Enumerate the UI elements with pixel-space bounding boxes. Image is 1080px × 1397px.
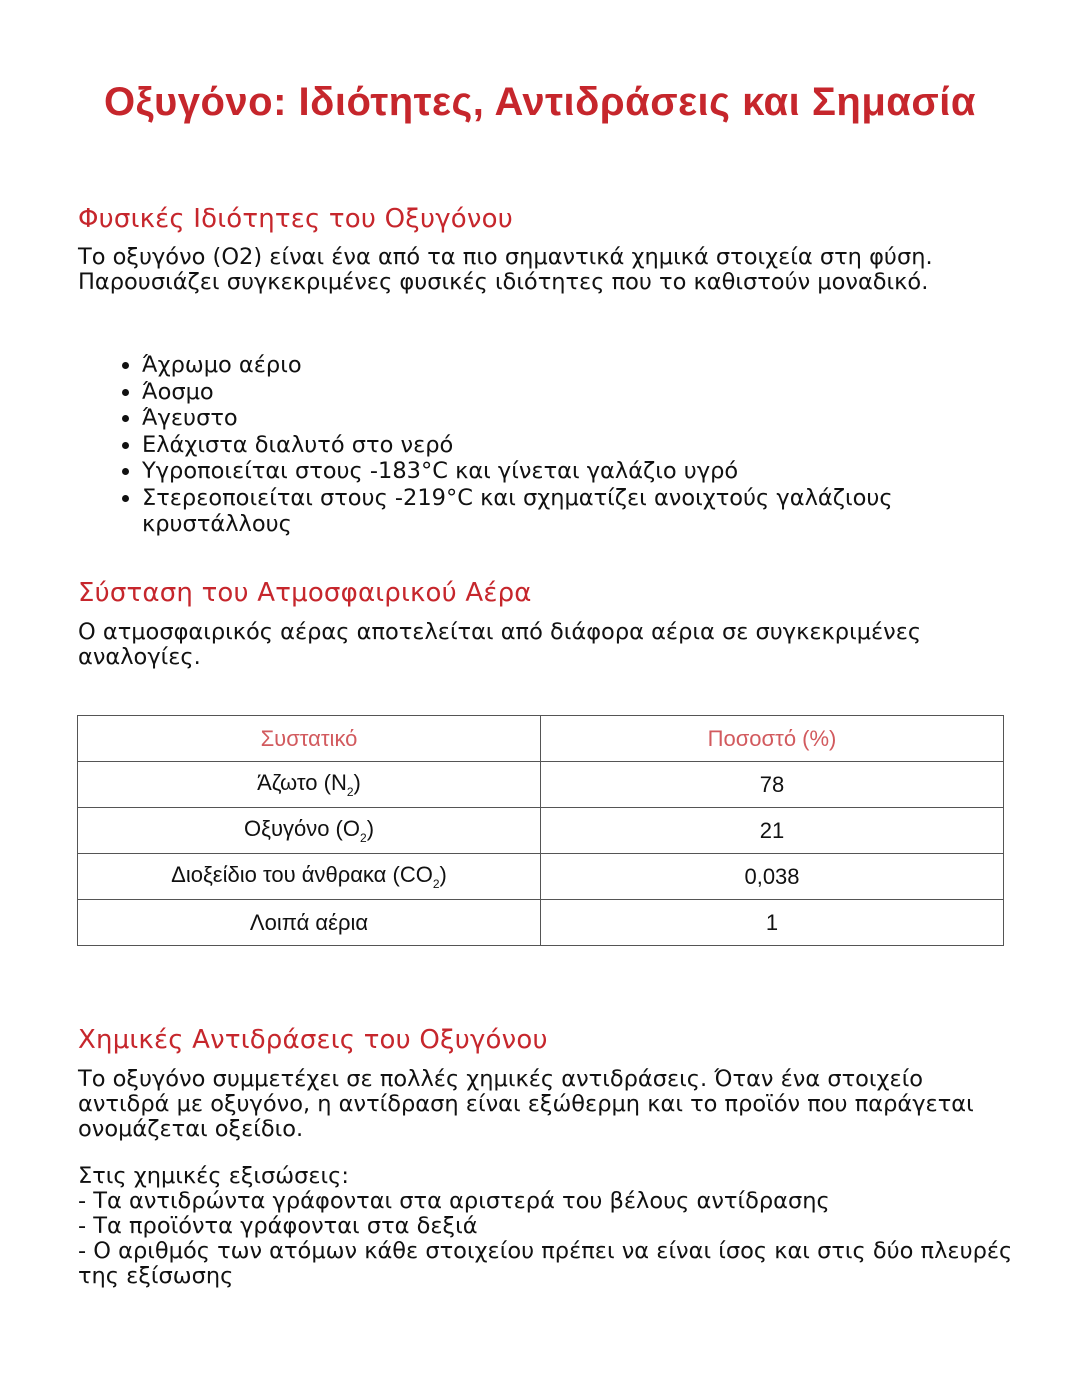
- physical-intro: Το οξυγόνο (Ο2) είναι ένα από τα πιο σημαντικά χημικά στοιχεία στη φύση. Παρουσιάζει συγκεκριμένες φυσικές ιδιότητες που το καθιστούν μοναδικό.: [78, 244, 933, 295]
- table-header-row: [78, 716, 1004, 762]
- equation-rule: - Ο αριθμός των ατόμων κάθε στοιχείου πρέπει να είναι ίσος και στις δύο πλευρές της εξίσωσης: [78, 1238, 1013, 1289]
- column-header-percent: Ποσοστό (%): [541, 716, 1004, 762]
- section-heading-reactions: Χημικές Αντιδράσεις του Οξυγόνου: [78, 1025, 548, 1055]
- table-row: [78, 808, 1004, 854]
- list-item: • Άχρωμο αέριο: [142, 352, 1042, 379]
- equations-notes: [78, 1164, 1018, 1289]
- list-item: • Άγευστο: [142, 405, 1042, 432]
- table-row: [78, 854, 1004, 900]
- list-item: • Στερεοποιείται στους -219°C και σχηματίζει ανοιχτούς γαλάζιους κρυστάλλους: [142, 485, 1042, 538]
- percent-cell: 21: [541, 808, 1004, 854]
- table-row: [78, 762, 1004, 808]
- section-heading-physical: Φυσικές Ιδιότητες του Οξυγόνου: [78, 204, 513, 234]
- component-cell: [78, 900, 541, 946]
- percent-cell: 1: [541, 900, 1004, 946]
- section-heading-atmosphere: Σύσταση του Ατμοσφαιρικού Αέρα: [78, 578, 532, 608]
- component-name: Οξυγόνο (O: [243, 816, 360, 841]
- component-cell: [78, 762, 541, 808]
- properties-list: [78, 352, 1042, 538]
- component-name: Άζωτο (N: [257, 770, 347, 795]
- equations-title: Στις χημικές εξισώσεις:: [78, 1163, 349, 1189]
- reactions-intro: Το οξυγόνο συμμετέχει σε πολλές χημικές αντιδράσεις. Όταν ένα στοιχείο αντιδρά με οξυγόνο, η αντίδραση είναι εξώθερμη και το προϊόν που παράγεται ονομάζεται οξείδιο.: [78, 1066, 974, 1142]
- column-header-component: Συστατικό: [78, 716, 541, 762]
- equation-rule: - Τα αντιδρώντα γράφονται στα αριστερά του βέλους αντίδρασης: [78, 1188, 830, 1214]
- component-close: ): [353, 770, 361, 795]
- subscript: 2: [432, 877, 440, 891]
- component-name: Διοξείδιο του άνθρακα (CO: [171, 862, 433, 887]
- component-name: Λοιπά αέρια: [249, 909, 369, 935]
- table-row: [78, 900, 1004, 946]
- list-item: • Υγροποιείται στους -183°C και γίνεται γαλάζιο υγρό: [142, 458, 1042, 485]
- list-item: • Άοσμο: [142, 379, 1042, 406]
- component-close: ): [439, 862, 447, 887]
- atmosphere-intro: Ο ατμοσφαιρικός αέρας αποτελείται από διάφορα αέρια σε συγκεκριμένες αναλογίες.: [78, 619, 922, 670]
- component-close: ): [366, 816, 375, 841]
- percent-cell: 0,038: [541, 854, 1004, 900]
- list-item: • Ελάχιστα διαλυτό στο νερό: [142, 432, 1042, 459]
- composition-table: [77, 715, 1004, 946]
- percent-cell: 78: [541, 762, 1004, 808]
- subscript: 2: [346, 785, 354, 799]
- subscript: 2: [360, 831, 367, 845]
- component-cell: [78, 808, 541, 854]
- page-title: Οξυγόνο: Ιδιότητες, Αντιδράσεις και Σημασία: [104, 80, 976, 124]
- equation-rule: - Τα προϊόντα γράφονται στα δεξιά: [78, 1213, 478, 1239]
- component-cell: [78, 854, 541, 900]
